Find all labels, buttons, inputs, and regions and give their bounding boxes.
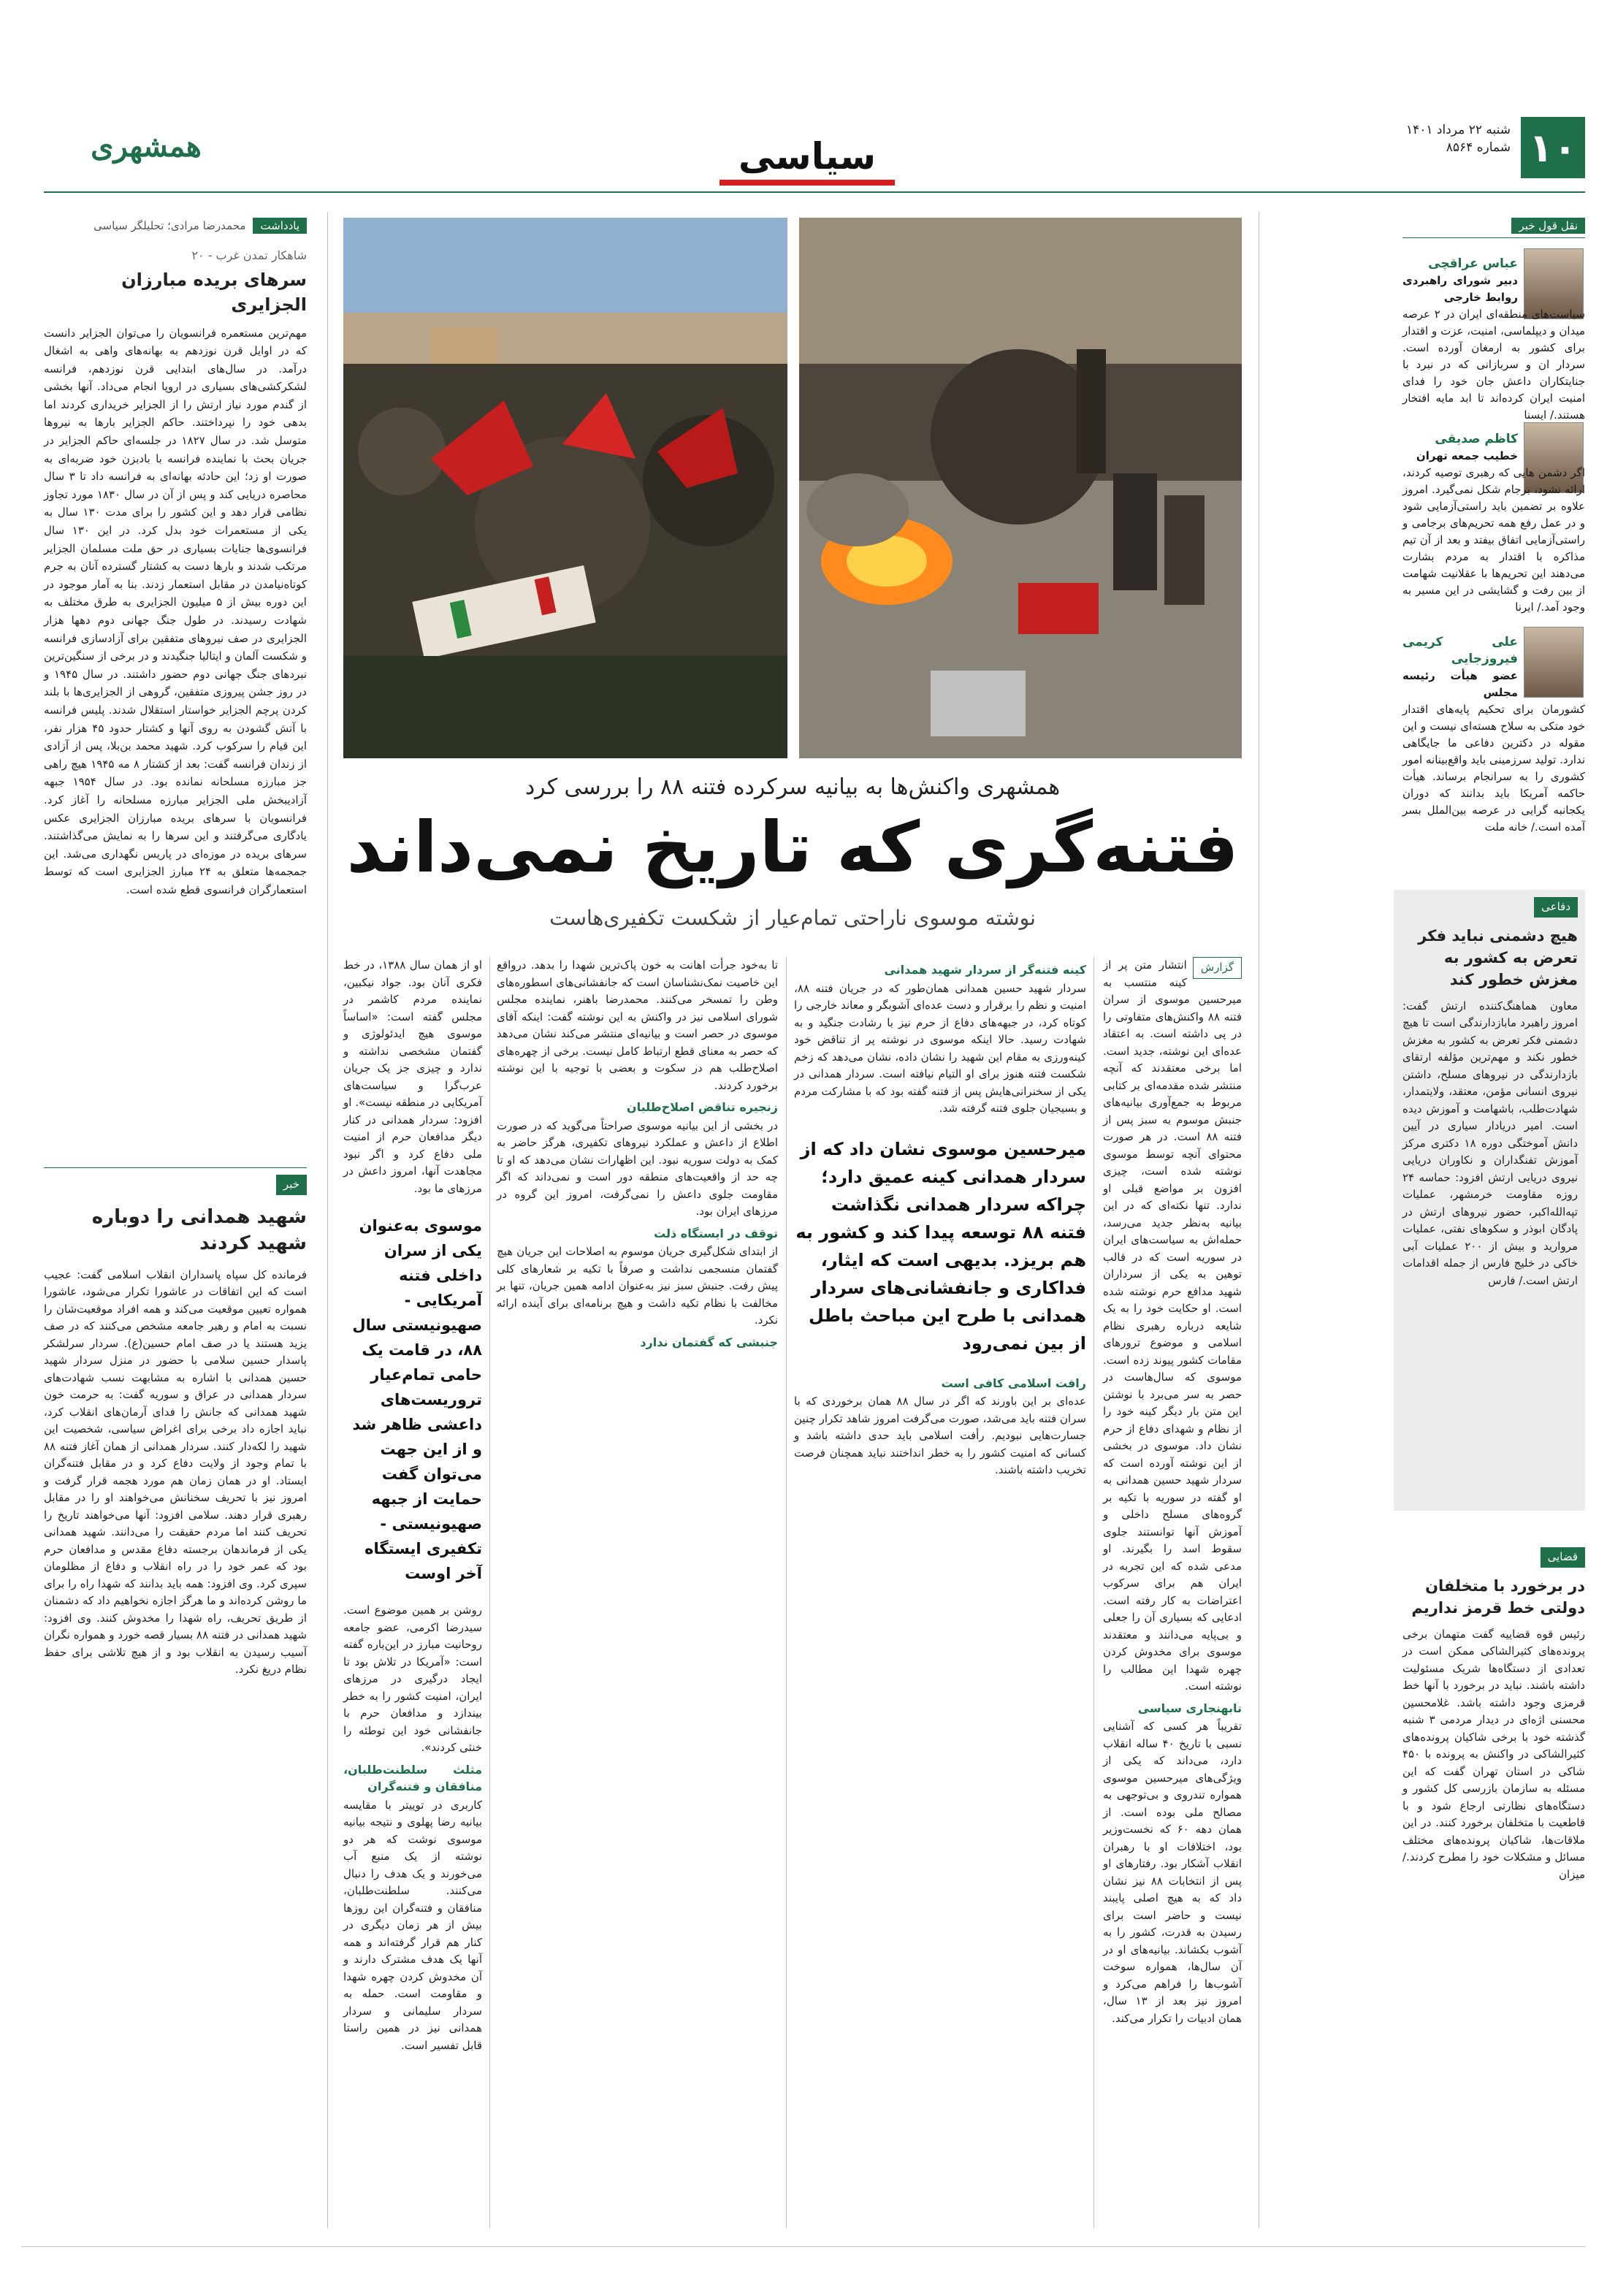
quote-role: خطیب جمعه تهران xyxy=(1416,449,1518,462)
header-divider xyxy=(44,191,1585,193)
main-col-1 xyxy=(1103,957,1242,2027)
quote-text: سیاست‌های منطقه‌ای ایران در ۲ عرصه میدان و دیپلماسی، امنیت، عزت و اقتدار برای کشور به ارمغان آورده است. سردار ان و سربازانی که در نبرد با جنایتکاران داعش جان خود را فدای امنیت ایران کرده‌اند تا ابد مایه افتخار هستند./ ایسنا xyxy=(1402,308,1585,422)
col2-subhead-2: رافت اسلامی کافی است xyxy=(941,1376,1086,1390)
quotes-divider xyxy=(1402,237,1585,238)
col2-text-1: سردار شهید حسین همدانی همان‌طور که در جریان فتنه ۸۸، امنیت و نظم را برقرار و دست عده‌ای آشوبگر و معاند خارجی را کوتاه کرد، در جبهه‌های دفاع از حرم نیز با رشادت جنگید و به شهادت رسید. حالا اینکه موسوی در نوشته پر از تناقض خود کینه‌ورزی به مقام این شهید را نشان داده، نشان می‌دهد که زخم شکست فتنه هنوز برای او التیام نیافته است. سردار همدانی در یکی از سخنرانی‌هایش پس از فتنه گفته بود که با مشارکت مردم و بسیجیان جلوی فتنه گرفته شد. xyxy=(794,981,1086,1115)
column-rule xyxy=(786,957,787,2228)
quote-role: دبیر شورای راهبردی روابط خارجی xyxy=(1402,274,1518,304)
quote-araghchi xyxy=(1402,256,1585,424)
column-rule xyxy=(489,957,490,2228)
quote-name: عباس عراقچی xyxy=(1428,256,1518,271)
quotes-tag: نقل قول خبر xyxy=(1511,218,1585,234)
issue-number: شماره ۸۵۶۴ xyxy=(1446,140,1511,155)
col3-subhead-2: توقف در ایستگاه ذلت xyxy=(654,1226,778,1240)
main-col-4 xyxy=(343,957,482,2054)
col4-text-2: روشن بر همین موضوع است. سیدرضا اکرمی، عضو جامعه روحانیت مبارز در این‌باره گفته است: «آمریکا در تلاش بود تا ایجاد درگیری در مرزهای ایران، امنیت کشور را به خطر بیندازد و مدافعان حرم با جانفشانی خود این توطئه را خنثی کردند». xyxy=(343,1603,482,1754)
main-col-2 xyxy=(794,957,1086,1479)
col3-subhead-1: زنجیره تناقض اصلاح‌طلبان xyxy=(626,1100,778,1114)
news-text: فرمانده کل سپاه پاسداران انقلاب اسلامی گفت: عجیب است که این اتفاقات در عاشورا تکرار می‌شود، عاشورا همواره تعیین موقعیت می‌کند و همه افراد موقعیت‌شان را نسبت به امام و رهبر جامعه مشخص می‌کنند که در صف یزید هستند یا در صف امام حسین(ع). سردار سرلشکر پاسدار حسین سلامی با حضور در منزل سردار شهید حسین همدانی با اشاره به مشابهت نسب شهادت‌های سردار همدانی در عراق و سوریه گفت: به حرمت خون شهید همدانی که جانش را فدای آرمان‌های انقلاب کرد، نباید اجازه داد برخی برای اغراض سیاسی، شخصیت این شهید را لکه‌دار کنند. سردار همدانی از همان آغاز فتنه ۸۸ با تمام وجود از ولایت دفاع کرد و در مقابل فتنه‌گران ایستاد. او در همان زمان هم مورد هجمه قرار گرفت و امروز نیز با تحریف سخنانش می‌خواهند او را در مقابل رهبری قرار دهند. سلامی افزود: آنها می‌خواهند تاریخ را تحریف کنند اما مردم حقیقت را می‌دانند. شهید همدانی یکی از فرماندهان برجسته دفاع مقدس و مدافعان حرم بود که عمر خود را در راه انقلاب و دفاع از مظلومان سپری کرد. وی افزود: همه باید بدانند که شهدا راه را برای ما روشن کرده‌اند و ما هرگز اجازه نخواهیم داد که دشمنان از طریق تحریف، راه شهدا را مخدوش کنند. وی افزود: شهید همدانی در فتنه ۸۸ بسیار قصه خورد و همواره نگران آسیب رسیدن به انقلاب بود و از هیچ تلاشی برای حفظ نظام دریغ نکرد. xyxy=(44,1267,307,1676)
news-title: شهید همدانی را دوباره شهید کردند xyxy=(91,1205,307,1254)
quote-role: عضو هیأت رئیسه مجلس xyxy=(1402,669,1518,699)
main-col-3 xyxy=(497,957,778,1352)
col2-callout: میرحسین موسوی نشان داد که از سردار همدانی کینه عمیق دارد؛ چراکه سردار همدانی نگذاشت فتنه ۸۸ توسعه پیدا کند و کشور به هم بریزد. بدیهی است که ایثار، فداکاری و جانفشانی‌های سردار همدانی با طرح این مباحث باطل از بین نمی‌رود xyxy=(795,1138,1086,1354)
col4-text-3: کاربری در توییتر با مقایسه بیانیه رضا پهلوی و نتیجه بیانیه موسوی نوشت که هر دو نوشته از یک منبع آب می‌خورند و یک هدف را دنبال می‌کنند. سلطنت‌طلبان، منافقان و فتنه‌گران این روزها بیش از هر زمان دیگری در کنار هم قرار گرفته‌اند و همه آنها یک هدف مشترک دارند و آن مخدوش کردن چهره شهدا و مقاومت است. حمله به سردار سلیمانی و سردار همدانی نیز در همین راستا قابل تفسیر است. xyxy=(343,1798,482,2052)
col4-text-1: او از همان سال ۱۳۸۸، در خط فکری آنان بود. جواد نیکبین، نماینده مردم کاشمر در مجلس گفته است: «اساساً موسوی هیچ ایدئولوژی و گفتمان مشخصی نداشته و ندارد و چیزی جز یک جریان عرب‌گرا و سیاست‌های آمریکایی در منطقه نیست». او افزود: سردار همدانی در کنار دیگر مدافعان حرم از امنیت ملی دفاع کرد و اگر نبود مجاهدت آنها، امروز داعش در مرزهای ما بود. xyxy=(343,958,482,1195)
page-number: ۱۰ xyxy=(1521,117,1585,178)
column-rule xyxy=(1093,957,1094,2228)
col4-callout: موسوی به‌عنوان یکی از سران داخلی فتنه آمریکایی - صهیونیستی سال ۸۸، در قامت یک حامی تمام‌عیار تروریست‌های داعشی ظاهر شد و از این جهت می‌توان گفت حمایت از جبهه صهیونیستی - تکفیری ایستگاه آخر اوست xyxy=(352,1217,482,1582)
quotes-tag-wrap xyxy=(1511,218,1585,238)
section-title: سیاسی xyxy=(738,135,877,178)
col1-subhead: تابهنجاری سیاسی xyxy=(1137,1701,1242,1715)
note-title: سرهای بریده مبارزان الجزایری xyxy=(121,269,307,315)
qazaei-title: در برخورد با متخلفان دولتی خط قرمز نداریم xyxy=(1411,1576,1585,1617)
quote-sedighi xyxy=(1402,431,1585,616)
defa-text: معاون هماهنگ‌کننده ارتش گفت: امروز راهبرد مابازدارندگی است تا هیچ دشمنی فکر تعرض به کشور به مغزش خطور نکند و مهم‌ترین مؤلفه ارتقای بازدارندگی در نیروهای مسلح، داشتن نیروی انسانی مؤمن، معتقد، ولایتمدار، شهادت‌طلب، باشهامت و آموزش دیده است. امیر دریادار سیاری در آیین دانش آموختگی دوره ۱۸ دکتری مرکز آموزش تفنگداران و نکاوران دریایی نیروی دریایی ارتش افزود: حماسه ۲۴ روزه مقاومت خرمشهر، عملیات تپه‌الله‌اکبر، حضور نیروهای ارتش در پادگان ابوذر و سکوهای نفتی، عملیات مروارید و بیش از ۲۰۰ عملیات آبی خاکی در خلیج فارس از جمله اقدامات ارتش است./ فارس xyxy=(1402,999,1578,1287)
quote-firouzjaei xyxy=(1402,634,1585,836)
defa-title: هیچ دشمنی نباید فکر تعرض به کشور به مغزش خطور کند xyxy=(1418,926,1578,988)
note-tag: یادداشت xyxy=(253,218,307,234)
col1-text2: تقریباً هر کسی که آشنایی نسبی با تاریخ ۴۰ ساله انقلاب دارد، می‌داند که یکی از ویژگی‌های میرحسین موسوی همواره تندروی و بی‌توجهی به مصالح ملی بوده است. از همان دهه ۶۰ که نخست‌وزیر بود، اختلافات او با رهبران انقلاب آشکار بود. رفتارهای او پس از انتخابات ۸۸ نیز نشان داد که به هیچ اصلی پایبند نیست و حاضر است برای رسیدن به قدرت، کشور را به آشوب بکشاند. بیانیه‌های او در آن سال‌ها، همواره سوخت آشوب‌ها را فراهم می‌کرد و امروز نیز بعد از ۱۳ سال، همان ادبیات را تکرار می‌کند. xyxy=(1103,1720,1242,2025)
main-subtitle: نوشته موسوی ناراحتی تمام‌عیار از شکست تکفیری‌هاست xyxy=(549,906,1036,930)
footer-rule xyxy=(22,2246,1585,2247)
news-divider xyxy=(44,1167,307,1168)
col2-text-2: عده‌ای بر این باورند که اگر در سال ۸۸ همان برخوردی که با سران فتنه باید می‌شد، صورت می‌گرفت امروز شاهد تکرار چنین جسارت‌هایی نبودیم. رأفت اسلامی باید حدی داشته باشد و کسانی که امنیت کشور را به خطر انداختند نباید همچنان فرصت تخریب داشته باشند. xyxy=(794,1395,1086,1476)
col1-text: انتشار متن پر از کینه منتسب به میرحسین موسوی از سران فتنه ۸۸ واکنش‌های متفاوتی را در پی داشته است. به اعتقاد عده‌ای این نوشته، جدید است. اما برخی معتقدند که آنچه منتشر شده مقدمه‌ای بر کتابی مربوط به جمع‌آوری بیانیه‌های جنبش موسوم به سبز پس از فتنه ۸۸ است. در هر صورت محتوای آنچه توسط موسوی نوشته شده است، چیزی افزون بر مواضع قبلی او ندارد. تنها نکته‌ای که در این بیانیه به‌نظر جدید می‌رسد، حمله‌اش به سیاست‌های ایران در سوریه است که در قالب توهین به یکی از سرداران شهید مدافع حرم نوشته شده است. او حکایت خود را به یک شایعه درباره رهبری نظام اسلامی و موضوع ترورهای مقامات کشور پیوند زده است. موسوی که سال‌هاست در حصر به سر می‌برد با نوشتن این متن بار دیگر کینه خود را از نظام و شهدای دفاع از حرم نشان داد. موسوی در بخشی از این نوشته آورده است که سردار شهید حسین همدانی به او گفته در سوریه با تکیه بر گروه‌های مسلح داخلی و آموزش آنها توانستند جلوی سقوط اسد را بگیرند. او مدعی شده که این تجربه در ایران هم برای سرکوب اعتراضات به کار رفته است. ادعایی که بسیاری آن را جعلی و بی‌پایه می‌دانند و معتقدند موسوی برای مخدوش کردن چهره شهدا این مطالب را نوشته است. xyxy=(1103,958,1242,1693)
qazaei-text: رئیس قوه قضاییه گفت متهمان برخی پرونده‌های کثیرالشاکی ممکن است در تعدادی از دستگاه‌ها شریک مسئولیت داشته باشند. نباید در برخورد با آنها خط قرمزی وجود داشته باشد. غلامحسین محسنی اژه‌ای در دیدار مردمی ۳ شنبه گذشته خود با برخی شاکیان پرونده‌های کثیرالشاکی در واکنش به پرونده با ۴۵۰ شاکی در استان تهران گفت که این مسئله به سازمان بازرسی کل کشور و دستگاه‌های نظارتی ارجاع شود و با قاطعیت با متخلفان برخورد کنند. در این ملاقات‌ها، شاکیان پرونده‌های مختلف مسائل و مشکلات خود را مطرح کردند./ میزان xyxy=(1402,1627,1585,1881)
photo-riot-street xyxy=(799,218,1242,758)
note-author: محمدرضا مرادی؛ تحلیلگر سیاسی xyxy=(93,219,246,232)
col4-subhead: مثلث سلطنت‌طلبان، منافقان و فتنه‌گران xyxy=(343,1762,482,1793)
col3-text-3: از ابتدای شکل‌گیری جریان موسوم به اصلاحات این جریان هیچ گفتمان منسجمی نداشت و صرفاً با تکیه بر شعارهای کلی پیش رفت. جنبش سبز نیز به‌عنوان ادامه همین جریان، تنها بر مخالفت با نظام تکیه داشت و هیچ برنامه‌ای برای آینده ارائه نکرد. xyxy=(497,1245,778,1327)
quote-name: کاظم صدیقی xyxy=(1435,432,1518,446)
logo-text: همشهری xyxy=(91,129,202,164)
col3-text-1b: در بخشی از این بیانیه موسوی صراحتاً می‌گوید که در صورت اطلاع از داعش و عملکرد نیروهای تکفیری، هرگز حاضر به کمک به دولت سوریه نبود. این اظهارات نشان می‌دهد که او تا چه حد از واقعیت‌های منطقه دور است و نمی‌داند که اگر مقاومت جلوی داعش را نمی‌گرفت، امروز این گروه در مرزهای ایران بود. xyxy=(497,1118,778,1218)
col3-subhead-3: جنبشی که گفتمان ندارد xyxy=(640,1335,778,1349)
left-column-rule xyxy=(327,212,328,2228)
defa-tag: دفاعی xyxy=(1534,897,1578,918)
photo-funeral-crowd xyxy=(343,218,787,758)
note-header xyxy=(44,218,307,234)
main-headline: فتنه‌گری که تاریخ نمی‌داند xyxy=(346,806,1239,888)
newspaper-logo xyxy=(44,121,248,172)
issue-date: شنبه ۲۲ مرداد ۱۴۰۱ xyxy=(1406,123,1511,137)
qazaei-article xyxy=(1402,1547,1585,1883)
news-tag: خبر xyxy=(276,1175,307,1195)
section-underline xyxy=(719,180,895,186)
quote-text: اگر دشمن هایی که رهبری توصیه کردند، ارائه نشود، برجام شکل نمی‌گیرد. امروز علاوه بر تضمین باید راستی‌آزمایی شود و در عمل رفع همه تحریم‌های برجامی و راستی‌آزمایی اتفاق بیفتد و بعد از آن تیم مذاکره با اقتدار به مردم بشارت می‌دهند این تحریم‌ها با عقلانیت شهامت از بین رفت و گشایشی در این مسیر به وجود آمد./ ایرنا xyxy=(1402,466,1585,614)
qazaei-tag: قضایی xyxy=(1541,1547,1585,1568)
note-kicker: شاهکار تمدن غرب - ۲۰ xyxy=(191,248,307,262)
report-tag: گزارش xyxy=(1193,957,1242,979)
main-kicker: همشهری واکنش‌ها به بیانیه سرکرده فتنه ۸۸ را بررسی کرد xyxy=(524,774,1061,800)
issue-info xyxy=(1406,121,1511,156)
news-article xyxy=(44,1175,307,1679)
quote-name: علی کریمی فیروزجایی xyxy=(1402,635,1518,666)
defa-article xyxy=(1402,897,1578,1289)
quote-text: کشورمان برای تحکیم پایه‌های اقتدار خود متکی به سلاح هسته‌ای نیست و این مقوله در دکترین دفاعی ما جایگاهی ندارد. تولید سرزمینی باید واقع‌بینانه امور کشوری را به سرانجام برساند. هیأت حاکمه آمریکا باید بدانند که دوران یکجانبه گرایی در عرصه بین‌الملل بسر آمده است./ خانه ملت xyxy=(1402,703,1585,834)
col3-text-1: تا به‌خود جرأت اهانت به خون پاک‌ترین شهدا را بدهد. درواقع این خاصیت نمک‌نشناسان است که جانفشانی‌های اسطوره‌های وطن را تمسخر می‌کنند. محمدرضا باهنر، نماینده مجلس شورای اسلامی نیز در واکنش به این نوشته گفت: اینکه آقای موسوی در حصر است و بیانیه‌ای منتشر می‌کند نشان می‌دهد که حصر به معنای قطع ارتباط کامل نیست. برخی از چهره‌های اصلاح‌طلب هم در سکوت و بعضی با توجیه با این نوشته برخورد کردند. xyxy=(497,958,778,1092)
col2-subhead-1: کینه فتنه‌گر از سردار شهید همدانی xyxy=(884,963,1086,977)
note-article xyxy=(44,247,307,899)
note-text: مهم‌ترین مستعمره فرانسویان را می‌توان الجزایر دانست که در اوایل قرن نوزدهم به بهانه‌های واهی به اشغال درآمد. در سال‌های ابتدایی قرن نوزدهم، فرانسه لشکرکشی‌های بسیاری در اروپا انجام می‌داد. آنها بخشی از گندم مورد نیاز ارتش را از الجزایر خریداری کردند اما بدهی خود را نپرداختند. حاکم الجزایر بارها به نیرو‌ها متوسل شد. در سال ۱۸۲۷ در جلسه‌ای حاکم الجزایر در جریان بحث با نماینده فرانسه با بادبزن خود ضربه‌ای به صورت او زد؛ این حادثه بهانه‌ای به فرانسه داد تا ۳ سال محاصره دریایی کند و پس از آن در سال ۱۸۳۰ مورد تجاوز نظامی قرار دهد و این کشور را برای مدت ۱۳۰ سال به یکی از مستعمرات خود بدل کرد. در این ۱۳۰ سال فرانسوی‌ها جنایات بسیاری در حق ملت مسلمان الجزایر مرتکب شدند و بارها دست به کشتار گسترده آنان به جرم کوتاه‌نیامدن در مقابل استعمار زدند. بنا به آمار موجود در این دوره بیش از ۵ میلیون الجزایری به طرق مختلف به شهادت رسیدند. در طول جنگ جهانی دوم دهها هزار الجزایری در صف نیروهای متفقین برای آزادسازی فرانسه و شکست آلمان و ایتالیا جنگیدند و در برخی از سنگین‌ترین نبردهای جنگ جهانی دوم حضور داشتند. در سال ۱۹۴۵ و در روز جشن پیروزی متفقین، گروهی از الجزایری‌ها با بلند کردن پرچم الجزایر خواستار استقلال شدند. پلیس فرانسه با آتش گشودن به روی آنها و کشتار حدود ۴۵ هزار نفر، این قیام را سرکوب کرد. شهید محمد بن‌بلا، پس از آزادی از زندان فرانسه گفت: بعد از کشتار ۸ مه ۱۹۴۵ هیچ راهی جز مبارزه مسلحانه نمانده بود. در سال ۱۹۵۴ جبهه آزادیبخش ملی الجزایر مبارزه مسلحانه را آغاز کرد. فرانسویان با سرهای بریده مبارزان الجزایری عکس یادگاری می‌گرفتند و این سرها را به نمایش می‌گذاشتند. سرهای بریده در موزه‌ای در پاریس نگهداری می‌شد. این جمجمه‌ها متعلق به ۲۴ مبارز الجزایری است که توسط استعمارگران فرانسوی قطع شده است. xyxy=(44,326,308,896)
